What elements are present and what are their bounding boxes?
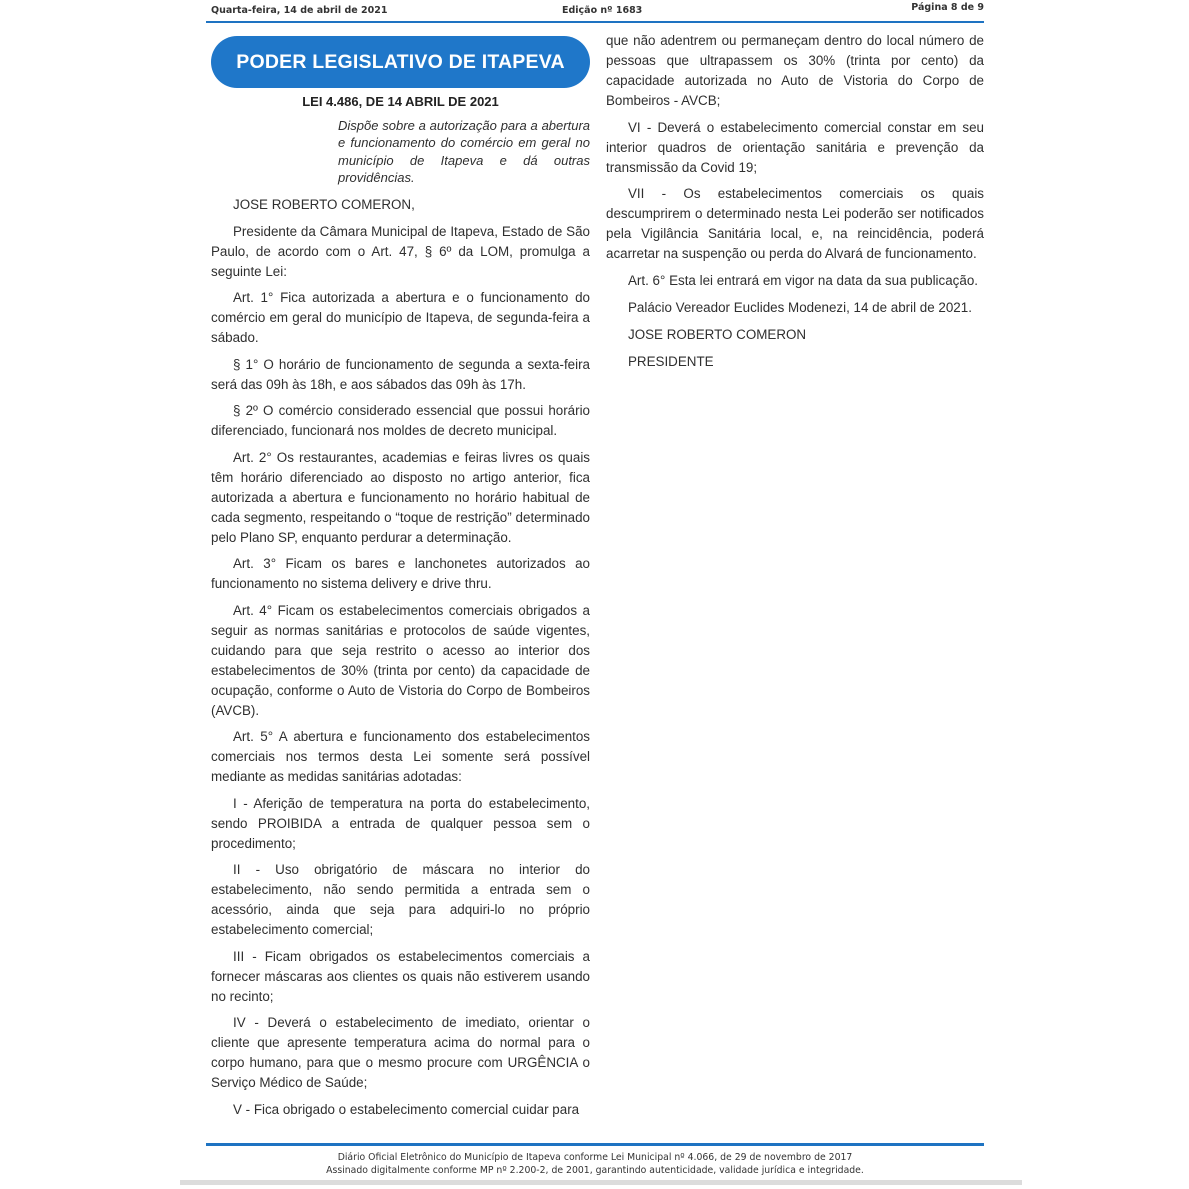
header-divider [206, 21, 984, 23]
signatory-title: PRESIDENTE [628, 353, 714, 369]
paragraph: Art. 6° Esta lei entrará em vigor na data da sua publicação. [628, 272, 978, 288]
footer-line: Assinado digitalmente conforme MP nº 2.200-2, de 2001, garantindo autenticidade, validade jurídica e integridade. [326, 1164, 864, 1176]
text-column-left [211, 195, 590, 1126]
paragraph: Art. 5° A abertura e funcionamento dos estabelecimentos comerciais nos termos desta Lei somente será possível mediante as medidas sanitárias adotadas: [211, 729, 590, 784]
paragraph: Art. 4° Ficam os estabelecimentos comerciais obrigados a seguir as normas sanitárias e protocolos de saúde vigentes, cuidando para que seja restrito o acesso ao interior dos estabelecimentos de 30% (trinta por cento) da capacidade de ocupação, conforme o Auto de Vistoria do Corpo de Bombeiros (AVCB). [211, 602, 590, 718]
signing-place-date: Palácio Vereador Euclides Modenezi, 14 de abril de 2021. [628, 299, 972, 315]
law-title: LEI 4.486, DE 14 ABRIL DE 2021 [302, 94, 499, 109]
paragraph: Art. 1° Fica autorizada a abertura e o funcionamento do comércio em geral do município de Itapeva, de segunda-feira a sábado. [211, 290, 590, 345]
paragraph: § 2º O comércio considerado essencial que possui horário diferenciado, funcionará nos moldes de decreto municipal. [211, 403, 590, 438]
paragraph: que não adentrem ou permaneçam dentro do local número de pessoas que ultrapassem os 30% (trinta por cento) da capacidade autorizada no Auto de Vistoria do Corpo de Bombeiros - AVCB; [606, 33, 984, 108]
paragraph: § 1° O horário de funcionamento de segunda a sexta-feira será das 09h às 18h, e aos sábados das 09h às 17h. [211, 356, 590, 392]
paragraph: II - Uso obrigatório de máscara no interior do estabelecimento, não sendo permitida a entrada sem o acessório, ainda que seja para adquiri-lo no próprio estabelecimento comercial; [211, 862, 590, 937]
paragraph: V - Fica obrigado o estabelecimento comercial cuidar para [233, 1101, 580, 1117]
paragraph: VI - Deverá o estabelecimento comercial constar em seu interior quadros de orientação sanitária e prevenção da transmissão da Covid 19; [606, 119, 984, 175]
page-footer [206, 1152, 984, 1177]
paragraph: Art. 3° Ficam os bares e lanchonetes autorizados ao funcionamento no sistema delivery e drive thru. [211, 556, 590, 591]
page-header [206, 0, 984, 22]
page-number: Página 8 de 9 [911, 2, 984, 13]
paragraph: VII - Os estabelecimentos comerciais os quais descumprirem o determinado nesta Lei poderão ser notificados pela Vigilância Sanitária local, e, na reincidência, poderá acarretar na suspenção ou perda do Alvará de funcionamento. [606, 186, 984, 261]
signatory-name: JOSE ROBERTO COMERON [628, 326, 807, 342]
paragraph: IV - Deverá o estabelecimento de imediato, orientar o cliente que apresente temperatura acima do normal para o corpo humano, para que o mesmo procure com URGÊNCIA o Serviço Médico de Saúde; [211, 1015, 590, 1090]
footer-divider [206, 1143, 984, 1146]
paragraph: Presidente da Câmara Municipal de Itapeva, Estado de São Paulo, de acordo com o Art. 47, § 6º da LOM, promulga a seguinte Lei: [211, 223, 590, 279]
paragraph: III - Ficam obrigados os estabelecimentos comerciais a fornecer máscaras aos clientes os quais não estiverem usando no recinto; [211, 948, 590, 1004]
paragraph: JOSE ROBERTO COMERON, [233, 197, 415, 212]
footer-line: Diário Oficial Eletrônico do Município de Itapeva conforme Lei Municipal nº 4.066, de 29 de novembro de 2017 [337, 1152, 853, 1163]
page-edge [180, 1180, 1022, 1185]
banner-title: PODER LEGISLATIVO DE ITAPEVA [236, 50, 565, 73]
paragraph: I - Aferição de temperatura na porta do estabelecimento, sendo PROIBIDA a entrada de qualquer pessoa sem o procedimento; [211, 795, 590, 851]
section-banner [211, 36, 590, 88]
text-column-right [606, 31, 984, 379]
edition-number: Edição nº 1683 [562, 5, 643, 16]
paragraph: Art. 2° Os restaurantes, academias e feiras livres os quais têm horário diferenciado ao disposto no artigo anterior, fica autorizada a abertura e funcionamento no horário habitual de cada segmento, respeitando o “toque de restrição” determinado pelo Plano SP, enquanto perdurar a determinação. [211, 449, 590, 545]
publication-date: Quarta-feira, 14 de abril de 2021 [211, 5, 388, 16]
law-summary: Dispõe sobre a autorização para a abertura e funcionamento do comércio em geral no município de Itapeva e dá outras providências. [338, 118, 590, 186]
